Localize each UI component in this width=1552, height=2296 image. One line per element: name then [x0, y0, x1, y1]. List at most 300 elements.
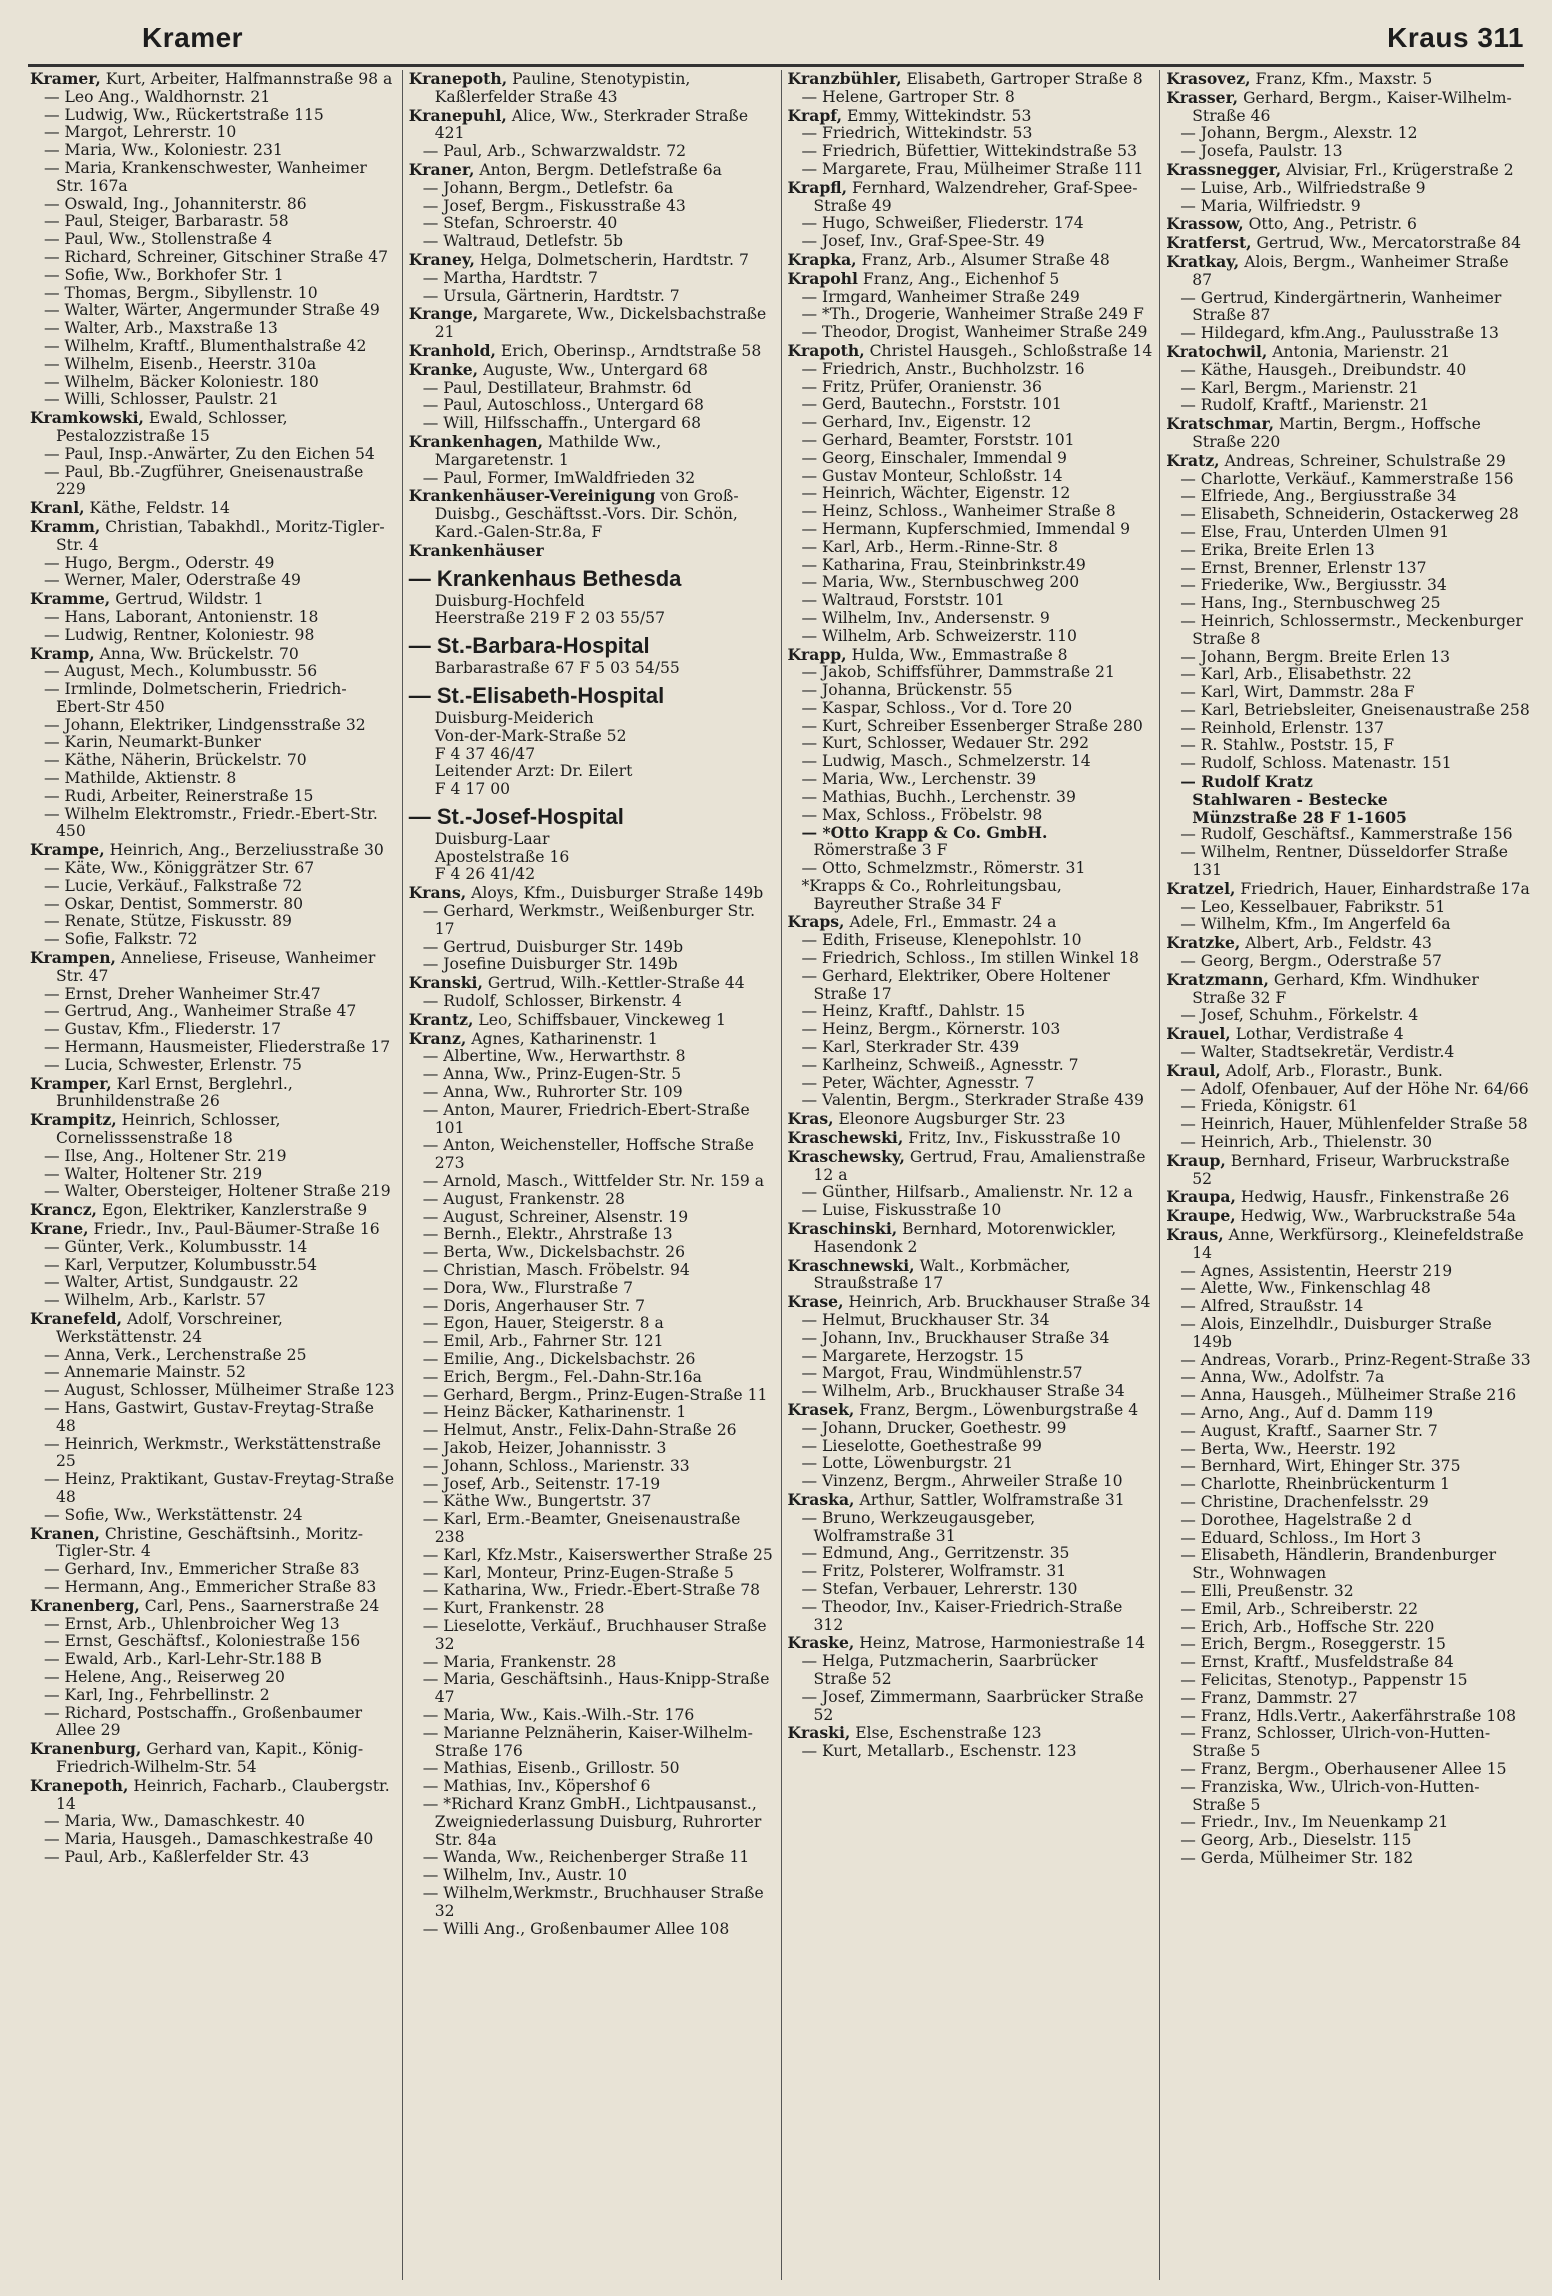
surname: Kraupa, [1166, 1187, 1236, 1207]
directory-sub-entry: — Josef, Schuhm., Förkelstr. 4 [1180, 1006, 1419, 1025]
entry-details: Gertrud, Wildstr. 1 [110, 590, 264, 609]
directory-sub-entry: — Emil, Arb., Schreiberstr. 22 [1180, 1599, 1418, 1618]
directory-sub-entry: — Kurt, Schlosser, Wedauer Str. 292 [801, 734, 1090, 753]
directory-sub-entry: — Hermann, Kupferschmied, Immendal 9 [801, 519, 1131, 538]
directory-sub-entry: — Bernh., Elektr., Ahrstraße 13 [422, 1225, 673, 1244]
directory-sub-entry: — Arno, Ang., Auf d. Damm 119 [1180, 1403, 1434, 1422]
directory-sub-entry: — Fritz, Polsterer, Wolframstr. 31 [801, 1562, 1067, 1581]
directory-sub-entry: — Maria, Ww., Damaschkestr. 40 [44, 1812, 305, 1831]
directory-sub-entry: — Vinzenz, Bergm., Ahrweiler Straße 10 [801, 1472, 1123, 1491]
directory-entry [788, 1110, 1154, 1129]
directory-sub-entry: — Franziska, Ww., Ulrich-von-Hutten-Straße 5 [1180, 1777, 1480, 1814]
directory-sub-entry: — Wilhelm, Rentner, Düsseldorfer Straße 131 [1180, 843, 1509, 880]
surname: Kranepoth, [30, 1775, 129, 1795]
surname: Kratkay, [1166, 251, 1240, 271]
directory-sub-entry: — Felicitas, Stenotyp., Pappenstr 15 [1180, 1670, 1468, 1689]
institution-heading: — St.-Josef-Hospital [408, 803, 624, 829]
institution-heading: — St.-Elisabeth-Hospital [408, 682, 665, 708]
entry-details: Anton, Bergm. Detlefstraße 6a [474, 160, 722, 179]
directory-entry [30, 1310, 396, 1347]
entry-details: Bernhard, Motorenwickler, Hasendonk 2 [813, 1220, 1117, 1256]
directory-sub-entry: — Karl, Bergm., Marienstr. 21 [1180, 378, 1419, 397]
directory-sub-entry: — August, Schlosser, Mülheimer Straße 123 [44, 1381, 395, 1400]
directory-sub-entry: — Käthe Ww., Bungertstr. 37 [422, 1492, 652, 1511]
directory-entry [1166, 452, 1532, 471]
directory-sub-entry: — Maria, Geschäftsinh., Haus-Knipp-Straße 47 [422, 1670, 770, 1707]
directory-sub-entry: — Friedrich, Büfettier, Wittekindstraße 53 [801, 142, 1137, 161]
directory-sub-entry: — Anton, Weichensteller, Hoffsche Straße 273 [422, 1136, 754, 1173]
surname: Kranenberg, [30, 1595, 140, 1615]
directory-entry [1166, 1226, 1532, 1263]
entry-details: Walt., Korbmächer, Straußstraße 17 [813, 1256, 1071, 1293]
directory-entry [1166, 234, 1532, 253]
entry-details: Bernhard, Friseur, Warbruckstraße 52 [1192, 1151, 1510, 1188]
surname: Kranepoth, [408, 70, 508, 88]
entry-details: Alois, Bergm., Wanheimer Straße 87 [1192, 252, 1509, 289]
directory-entry [1166, 1025, 1532, 1044]
entry-details: Christine, Geschäftsinh., Moritz-Tigler-Str. 4 [56, 1524, 364, 1561]
surname: Kranski, [408, 973, 483, 993]
directory-sub-entry: — Franz, Dammstr. 27 [1180, 1688, 1358, 1707]
directory-entry [1166, 253, 1532, 290]
entry-details: Mathilde Ww., Margaretenstr. 1 [434, 432, 662, 469]
directory-sub-entry: — Willi Ang., Großenbaumer Allee 108 [422, 1919, 730, 1938]
directory-sub-entry: — Hugo, Schweißer, Fliederstr. 174 [801, 214, 1084, 233]
directory-sub-entry: — Lucie, Verkäuf., Falkstraße 72 [44, 876, 303, 895]
directory-sub-entry: — Friedr., Inv., Im Neuenkamp 21 [1180, 1813, 1449, 1832]
directory-entry [30, 1525, 396, 1562]
directory-sub-entry: — Heinz Bäcker, Katharinenstr. 1 [422, 1403, 687, 1422]
entry-details: Franz, Bergm., Löwenburgstraße 4 [854, 1400, 1139, 1419]
entry-details: Ewald, Schlosser, Pestalozzistraße 15 [56, 409, 288, 445]
entry-details: Pauline, Stenotypistin, Kaßlerfelder Straße 43 [434, 70, 691, 106]
directory-entry [30, 590, 396, 609]
entry-continuation: Barbarastraße 67 F 5 03 54/55 [434, 659, 680, 678]
directory-sub-entry: — Helene, Gartroper Str. 8 [801, 87, 1015, 106]
directory-sub-entry: — Richard, Postschaffn., Großenbaumer Allee 29 [44, 1703, 363, 1740]
directory-sub-entry: — Walter, Arb., Maxstraße 13 [44, 319, 278, 338]
directory-entry [409, 542, 775, 561]
entry-details: Emmy, Wittekindstr. 53 [842, 106, 1032, 125]
entry-details: Christian, Tabakhdl., Moritz-Tigler-Str. 4 [56, 517, 385, 554]
surname: Krange, [408, 304, 479, 324]
directory-sub-entry: — August, Kraftf., Saarner Str. 7 [1180, 1421, 1438, 1440]
surname: Kramm, [30, 516, 101, 536]
directory-sub-entry: — Annemarie Mainstr. 52 [44, 1363, 246, 1382]
directory-sub-entry: — Hermann, Hausmeister, Fliederstraße 17 [44, 1038, 391, 1057]
entry-continuation: Duisburg-Laar [434, 829, 550, 848]
directory-entry [30, 1201, 396, 1220]
directory-entry [30, 949, 396, 986]
directory-entry [788, 70, 1154, 89]
directory-sub-entry: — Paul, Steiger, Barbarastr. 58 [44, 212, 289, 231]
entry-details: Adele, Frl., Emmastr. 24 a [844, 913, 1057, 932]
directory-sub-entry: — Marianne Pelznäherin, Kaiser-Wilhelm-Straße 176 [422, 1723, 753, 1760]
directory-sub-entry: — Maria, Krankenschwester, Wanheimer Str. 167a [44, 158, 367, 195]
directory-sub-entry: — Friedrich, Anstr., Buchholzstr. 16 [801, 359, 1085, 378]
directory-sub-entry: — *Otto Krapp & Co. GmbH. [801, 823, 1048, 843]
directory-sub-entry: — Johann, Bergm. Breite Erlen 13 [1180, 647, 1451, 666]
directory-sub-entry: — August, Schreiner, Alsenstr. 19 [422, 1207, 689, 1226]
directory-sub-entry: — Karl, Arb., Herm.-Rinne-Str. 8 [801, 537, 1059, 556]
directory-sub-entry: — Wilhelm,Werkmstr., Bruchhauser Straße 32 [422, 1883, 764, 1920]
directory-sub-entry: — Max, Schloss., Fröbelstr. 98 [801, 805, 1043, 824]
surname: Kranenburg, [30, 1739, 142, 1759]
surname: Kraner, [408, 159, 475, 179]
directory-sub-entry: — Gustav Monteur, Schloßstr. 14 [801, 466, 1063, 485]
directory-sub-entry: — Karin, Neumarkt-Bunker [44, 733, 262, 752]
entry-details: Friedrich, Hauer, Einhardstraße 17a [1235, 879, 1530, 898]
entry-details: Friedr., Inv., Paul-Bäumer-Straße 16 [88, 1220, 380, 1238]
surname: Krampen, [30, 948, 116, 968]
directory-entry [409, 107, 775, 144]
directory-sub-entry: — Wilhelm, Arb., Karlstr. 57 [44, 1291, 266, 1310]
directory-sub-entry: — Willi, Schlosser, Paulstr. 21 [44, 390, 279, 409]
surname: Kras, [787, 1109, 834, 1129]
entry-details: Heinrich, Facharb., Claubergstr. 14 [56, 1776, 390, 1813]
directory-sub-entry: — Rudolf, Kraftf., Marienstr. 21 [1180, 396, 1430, 415]
directory-sub-entry: — Emil, Arb., Fahrner Str. 121 [422, 1332, 664, 1351]
directory-sub-entry: — Andreas, Vorarb., Prinz-Regent-Straße 33 [1180, 1350, 1531, 1369]
directory-sub-entry: — Paul, Ww., Stollenstraße 4 [44, 230, 273, 249]
directory-sub-entry: — Wilhelm, Arb. Schweizerstr. 110 [801, 626, 1077, 645]
directory-entry [30, 1220, 396, 1239]
surname: Krampe, [30, 840, 105, 860]
directory-sub-entry: — Jakob, Schiffsführer, Dammstraße 21 [801, 663, 1115, 682]
entry-details: Eleonore Augsburger Str. 23 [833, 1110, 1066, 1129]
directory-entry [30, 70, 396, 89]
entry-details: Karl Ernst, Berglehrl., Brunhildenstraße 26 [56, 1074, 293, 1111]
directory-sub-entry: — Johann, Inv., Bruckhauser Straße 34 [801, 1328, 1110, 1347]
directory-sub-entry: — Thomas, Bergm., Sibyllenstr. 10 [44, 283, 318, 302]
directory-sub-entry: — Rudolf Kratz [1180, 772, 1313, 792]
directory-sub-entry: — R. Stahlw., Poststr. 15, F [1180, 736, 1395, 755]
entry-details: Kurt, Arbeiter, Halfmannstraße 98 a [100, 70, 393, 88]
directory-entry [1166, 70, 1532, 89]
entry-details: Alvisiar, Frl., Krügerstraße 2 [1281, 160, 1514, 179]
directory-sub-entry: — Irmgard, Wanheimer Straße 249 [801, 287, 1080, 306]
surname: Kraus, [1166, 1225, 1224, 1244]
directory-sub-entry: — Mathias, Eisenb., Grillostr. 50 [422, 1759, 680, 1778]
directory-sub-entry: — Luise, Arb., Wilfriedstraße 9 [1180, 178, 1426, 197]
directory-entry [788, 342, 1154, 361]
surname: Kraup, [1166, 1150, 1226, 1170]
directory-sub-entry: — Wilhelm, Bäcker Koloniestr. 180 [44, 372, 319, 391]
directory-sub-entry: — Karl, Sterkrader Str. 439 [801, 1038, 1020, 1057]
entry-details: Elisabeth, Gartroper Straße 8 [901, 70, 1143, 88]
column-4 [1160, 70, 1538, 2280]
directory-sub-entry: — Maria, Ww., Lerchenstr. 39 [801, 770, 1037, 789]
entry-details: Egon, Elektriker, Kanzlerstraße 9 [97, 1201, 368, 1220]
institution-heading: — St.-Barbara-Hospital [408, 633, 650, 659]
entry-details: Fernhard, Walzendreher, Graf-Spee-Straße 49 [813, 178, 1138, 215]
directory-sub-entry: — Leo, Kesselbauer, Fabrikstr. 51 [1180, 897, 1446, 916]
directory-sub-entry: — Ilse, Ang., Holtener Str. 219 [44, 1146, 287, 1165]
directory-sub-entry: — Helmut, Bruckhauser Str. 34 [801, 1310, 1050, 1329]
directory-sub-entry: — Walter, Wärter, Angermunder Straße 49 [44, 301, 380, 320]
directory-entry [1166, 971, 1532, 1008]
directory-sub-entry: — Rudi, Arbeiter, Reinerstraße 15 [44, 786, 314, 805]
directory-sub-entry: — Wilhelm Elektromstr., Friedr.-Ebert-Str. 450 [44, 804, 378, 841]
directory-sub-entry: — Gertrud, Kindergärtnerin, Wanheimer Straße 87 [1180, 288, 1502, 325]
surname: Krasser, [1166, 87, 1239, 107]
entry-details: Hulda, Ww., Emmastraße 8 [846, 645, 1068, 664]
directory-sub-entry: — Alois, Einzelhdlr., Duisburger Straße 149b [1180, 1314, 1492, 1351]
directory-sub-entry: — Georg, Arb., Dieselstr. 115 [1180, 1831, 1412, 1850]
directory-sub-entry: — Karl, Wirt, Dammstr. 28a F [1180, 683, 1415, 702]
directory-sub-entry: — Else, Frau, Unterden Ulmen 91 [1180, 522, 1450, 541]
entry-details: Hedwig, Hausfr., Finkenstraße 26 [1235, 1188, 1510, 1207]
directory-sub-entry: — Ernst, Arb., Uhlenbroicher Weg 13 [44, 1614, 340, 1633]
directory-sub-entry: — Karl, Arb., Elisabethstr. 22 [1180, 665, 1412, 684]
surname: Krapoth, [787, 340, 865, 360]
entry-details: Heinrich, Ang., Berzeliusstraße 30 [104, 841, 384, 860]
directory-sub-entry: — Erich, Bergm., Roseggerstr. 15 [1180, 1635, 1446, 1654]
entry-details: Franz, Arb., Alsumer Straße 48 [856, 250, 1110, 269]
directory-entry [788, 913, 1154, 932]
directory-sub-entry: — *Richard Kranz GmbH., Lichtpausanst., Zweigniederlassung Duisburg, Ruhrorter Str. 84a [422, 1794, 762, 1849]
entry-continuation: F 4 37 46/47 [434, 744, 536, 763]
directory-sub-entry: — Kurt, Frankenstr. 28 [422, 1599, 605, 1618]
surname: Krankenhäuser [408, 540, 544, 560]
entry-details: Anne, Werkfürsorg., Kleinefeldstraße 14 [1192, 1226, 1524, 1262]
surname: Kraney, [408, 249, 475, 269]
directory-sub-entry: — Wilhelm, Inv., Austr. 10 [422, 1866, 628, 1885]
directory-sub-entry: — Wanda, Ww., Reichenberger Straße 11 [422, 1848, 750, 1867]
surname: Kranhold, [408, 340, 496, 360]
column-1 [24, 70, 403, 2280]
surname: Kramkowski, [30, 408, 144, 428]
directory-sub-entry: — Alette, Ww., Finkenschlag 48 [1180, 1279, 1431, 1298]
directory-sub-entry: — Margot, Lehrerstr. 10 [44, 123, 237, 142]
directory-sub-entry: — Johann, Elektriker, Lindgensstraße 32 [44, 715, 366, 734]
surname: Kraul, [1166, 1060, 1221, 1080]
directory-entry [409, 70, 775, 107]
directory-entry [1166, 1188, 1532, 1207]
entry-continuation: Duisburg-Meiderich [434, 708, 594, 727]
directory-sub-entry: — Franz, Hdls.Vertr., Aakerfährstraße 108 [1180, 1706, 1517, 1725]
entry-details: Arthur, Sattler, Wolframstraße 31 [854, 1490, 1125, 1509]
entry-details: Franz, Ang., Eichenhof 5 [857, 269, 1060, 288]
directory-sub-entry: — Agnes, Assistentin, Heerstr 219 [1180, 1261, 1453, 1280]
directory-sub-entry: — Anna, Hausgeh., Mülheimer Straße 216 [1180, 1386, 1517, 1405]
directory-sub-entry: — Berta, Ww., Heerstr. 192 [1180, 1439, 1397, 1458]
directory-entry [1166, 1152, 1532, 1189]
entry-details: Gerhard, Kfm. Windhuker Straße 32 F [1192, 970, 1479, 1007]
entry-details: Gertrud, Wilh.-Kettler-Straße 44 [482, 974, 745, 993]
entry-details: Martin, Bergm., Hoffsche Straße 220 [1192, 415, 1481, 451]
directory-sub-entry: — *Th., Drogerie, Wanheimer Straße 249 F [801, 305, 1144, 324]
surname: Kraski, [787, 1723, 851, 1743]
directory-sub-entry: — Maria, Hausgeh., Damaschkestraße 40 [44, 1830, 374, 1849]
directory-sub-entry: — Gerhard, Inv., Emmericher Straße 83 [44, 1560, 360, 1579]
directory-sub-entry: — Hildegard, kfm.Ang., Paulusstraße 13 [1180, 324, 1499, 343]
directory-sub-entry: — Oswald, Ing., Johanniterstr. 86 [44, 194, 307, 213]
directory-sub-entry: — Christian, Masch. Fröbelstr. 94 [422, 1261, 690, 1280]
directory-entry [30, 1111, 396, 1148]
directory-sub-entry: — Peter, Wächter, Agnesstr. 7 [801, 1073, 1035, 1092]
directory-sub-entry: — Heinz, Bergm., Körnerstr. 103 [801, 1020, 1061, 1039]
directory-sub-entry: — Erich, Bergm., Fel.-Dahn-Str.16a [422, 1367, 702, 1386]
directory-entry [409, 342, 775, 361]
directory-entry [788, 270, 1154, 289]
directory-sub-entry: — Ludwig, Ww., Rückertstraße 115 [44, 105, 324, 124]
directory-entry [409, 305, 775, 342]
directory-sub-entry: — Maria, Ww., Koloniestr. 231 [44, 141, 283, 160]
surname: Kratz, [1166, 450, 1220, 470]
directory-entry [30, 645, 396, 664]
directory-sub-entry: — Gerda, Mülheimer Str. 182 [1180, 1848, 1414, 1867]
surname: Krankenhäuser-Vereinigung [408, 486, 656, 506]
directory-sub-entry: — Lotte, Löwenburgstr. 21 [801, 1454, 1014, 1473]
surname: Krauel, [1166, 1024, 1231, 1044]
directory-sub-entry: — Heinrich, Wächter, Eigenstr. 12 [801, 484, 1071, 503]
directory-sub-entry: — Heinz, Praktikant, Gustav-Freytag-Straße 48 [44, 1470, 395, 1506]
directory-entry [409, 433, 775, 470]
surname: Kraps, [787, 912, 845, 932]
directory-entry [788, 107, 1154, 126]
surname: Krasovez, [1166, 70, 1251, 88]
directory-sub-entry: — Lucia, Schwester, Erlenstr. 75 [44, 1055, 302, 1074]
directory-sub-entry: — Anton, Maurer, Friedrich-Ebert-Straße 101 [422, 1100, 750, 1137]
directory-sub-entry: — Jakob, Heizer, Johannisstr. 3 [422, 1438, 667, 1457]
directory-sub-entry: — Paul, Former, ImWaldfrieden 32 [422, 468, 696, 487]
directory-sub-entry: — Käthe, Hausgeh., Dreibundstr. 40 [1180, 360, 1467, 379]
directory-sub-entry: — Günter, Verk., Kolumbusstr. 14 [44, 1237, 308, 1256]
directory-sub-entry: — Karl, Monteur, Prinz-Eugen-Straße 5 [422, 1563, 734, 1582]
directory-sub-entry: — Ernst, Geschäftsf., Koloniestraße 156 [44, 1632, 361, 1651]
entry-details: Aloys, Kfm., Duisburger Straße 149b [466, 884, 764, 903]
directory-sub-entry: — Valentin, Bergm., Sterkrader Straße 439 [801, 1091, 1144, 1110]
directory-sub-entry: — Heinrich, Schlossermstr., Meckenburger Straße 8 [1180, 611, 1523, 648]
surname: Kraska, [787, 1489, 855, 1509]
surname: Kraupe, [1166, 1206, 1236, 1226]
surname: Krasek, [787, 1399, 855, 1419]
directory-sub-entry: — Heinz, Schloss., Wanheimer Straße 8 [801, 502, 1116, 521]
entry-details: Margarete, Ww., Dickelsbachstraße 21 [434, 305, 767, 342]
directory-sub-entry: — Ernst, Brenner, Erlenstr 137 [1180, 558, 1427, 577]
directory-sub-entry: — Gertrud, Ang., Wanheimer Straße 47 [44, 1002, 357, 1021]
directory-sub-entry: — Hans, Gastwirt, Gustav-Freytag-Straße 48 [44, 1398, 375, 1435]
directory-sub-entry: — Adolf, Ofenbauer, Auf der Höhe Nr. 64/66 [1180, 1079, 1529, 1098]
entry-details: Gertrud, Frau, Amalienstraße 12 a [813, 1147, 1146, 1184]
directory-sub-entry: — Dora, Ww., Flurstraße 7 [422, 1278, 634, 1297]
entry-details: Fritz, Inv., Fiskusstraße 10 [903, 1129, 1121, 1148]
directory-sub-entry: — Mathias, Inv., Köpershof 6 [422, 1777, 651, 1796]
surname: Krapp, [787, 644, 847, 664]
surname: Kramp, [30, 643, 95, 663]
directory-sub-entry: — Wilhelm, Kraftf., Blumenthalstraße 42 [44, 336, 367, 355]
directory-sub-entry: — Rudolf, Schlosser, Birkenstr. 4 [422, 992, 682, 1011]
directory-sub-entry: — Theodor, Inv., Kaiser-Friedrich-Straße 312 [801, 1597, 1123, 1634]
directory-sub-entry: — Christine, Drachenfelsstr. 29 [1180, 1492, 1429, 1511]
directory-sub-entry: — Josefa, Paulstr. 13 [1180, 142, 1343, 161]
surname: Krassow, [1166, 214, 1244, 234]
directory-sub-entry: — Bruno, Werkzeugausgeber, Wolframstraße 31 [801, 1508, 1036, 1545]
directory-sub-entry: — Walter, Artist, Sundgaustr. 22 [44, 1273, 299, 1292]
entry-details: Otto, Ang., Petristr. 6 [1243, 215, 1417, 234]
directory-sub-entry: — Otto, Schmelzmstr., Römerstr. 31 [801, 859, 1086, 878]
entry-details: Franz, Kfm., Maxstr. 5 [1250, 70, 1433, 88]
directory-sub-entry: — Walter, Holtener Str. 219 [44, 1164, 263, 1183]
directory-sub-entry: — Wilhelm, Kfm., Im Angerfeld 6a [1180, 915, 1451, 934]
directory-sub-entry: — Friedrich, Schloss., Im stillen Winkel 18 [801, 949, 1139, 968]
directory-sub-entry: — Anna, Ww., Adolfstr. 7a [1180, 1368, 1385, 1387]
directory-sub-entry: — Käthe, Näherin, Brückelstr. 70 [44, 751, 307, 770]
surname: Kraschewski, [787, 1128, 904, 1148]
entry-details: Gertrud, Ww., Mercatorstraße 84 [1251, 234, 1521, 253]
directory-sub-entry: — Franz, Bergm., Oberhausener Allee 15 [1180, 1759, 1507, 1778]
directory-sub-entry: — Johann, Bergm., Detlefstr. 6a [422, 178, 674, 197]
surname: Kraske, [787, 1633, 855, 1653]
directory-sub-entry: — Georg, Bergm., Oderstraße 57 [1180, 952, 1442, 971]
directory-sub-entry: — Helga, Putzmacherin, Saarbrücker Straße 52 [801, 1652, 1098, 1688]
directory-sub-entry: — Walter, Obersteiger, Holtener Straße 219 [44, 1182, 391, 1201]
page-header [28, 14, 1524, 67]
directory-sub-entry: — Egon, Hauer, Steigerstr. 8 a [422, 1314, 664, 1333]
directory-sub-entry: — August, Frankenstr. 28 [422, 1189, 625, 1208]
surname: Krankenhagen, [408, 431, 544, 451]
surname: Kranl, [30, 498, 85, 518]
directory-sub-entry: — Walter, Stadtsekretär, Verdistr.4 [1180, 1043, 1455, 1062]
surname: Kratochwil, [1166, 341, 1268, 361]
directory-sub-entry: — Gerd, Bautechn., Forststr. 101 [801, 395, 1062, 414]
directory-sub-entry: — Gerhard, Inv., Eigenstr. 12 [801, 413, 1032, 432]
directory-sub-entry: — Karl, Betriebsleiter, Gneisenaustraße 258 [1180, 700, 1530, 719]
directory-sub-entry: — Gerhard, Elektriker, Obere Holtener Straße 17 [801, 966, 1110, 1003]
directory-entry [409, 1030, 775, 1049]
entry-details: Carl, Pens., Saarnerstraße 24 [139, 1596, 380, 1615]
header-left-keyword: Kramer [142, 22, 244, 53]
directory-sub-entry: — Heinrich, Werkmstr., Werkstättenstraße 25 [44, 1434, 382, 1471]
directory-sub-entry: — Käte, Ww., Königgrätzer Str. 67 [44, 859, 315, 878]
directory-sub-entry: — Ludwig, Masch., Schmelzerstr. 14 [801, 752, 1091, 771]
directory-sub-entry: — Leo Ang., Waldhornstr. 21 [44, 87, 271, 106]
directory-sub-entry: — Charlotte, Verkäuf., Kammerstraße 156 [1180, 469, 1514, 488]
directory-entry [30, 1740, 396, 1777]
directory-sub-entry: — Johanna, Brückenstr. 55 [801, 681, 1013, 700]
directory-entry [1166, 880, 1532, 899]
directory-sub-entry: — Margarete, Herzogstr. 15 [801, 1346, 1024, 1365]
entry-details: Alice, Ww., Sterkrader Straße 421 [434, 106, 749, 143]
surname: Krancz, [30, 1200, 97, 1220]
surname: Krane, [30, 1219, 89, 1238]
directory-sub-entry: — Hugo, Bergm., Oderstr. 49 [44, 553, 275, 572]
directory-entry [788, 1724, 1154, 1743]
directory-entry [788, 646, 1154, 665]
directory-sub-entry: — Paul, Destillateur, Brahmstr. 6d [422, 378, 692, 397]
directory-sub-entry: — Renate, Stütze, Fiskusstr. 89 [44, 912, 292, 931]
directory-entry [1166, 215, 1532, 234]
directory-sub-entry: — Hans, Ing., Sternbuschweg 25 [1180, 594, 1441, 613]
entry-details: Heinz, Matrose, Harmoniestraße 14 [854, 1634, 1146, 1653]
directory-sub-entry: — Karl, Verputzer, Kolumbusstr.54 [44, 1255, 318, 1274]
directory-sub-entry: — Elfriede, Ang., Bergiusstraße 34 [1180, 487, 1457, 506]
directory-sub-entry: — Katharina, Frau, Steinbrinkstr.49 [801, 555, 1086, 574]
directory-sub-entry: — Paul, Insp.-Anwärter, Zu den Eichen 54 [44, 444, 375, 463]
directory-sub-entry: — Paul, Bb.-Zugführer, Gneisenaustraße 229 [44, 462, 364, 499]
directory-sub-entry: — Franz, Schlosser, Ulrich-von-Hutten-Straße 5 [1180, 1724, 1491, 1761]
directory-sub-entry: — Doris, Angerhauser Str. 7 [422, 1296, 646, 1315]
surname: Kramme, [30, 589, 111, 609]
directory-sub-entry: — Josef, Inv., Graf-Spee-Str. 49 [801, 232, 1045, 251]
directory-entry [30, 1777, 396, 1814]
directory-sub-entry: — Josefine Duisburger Str. 149b [422, 955, 678, 974]
entry-continuation: Münzstraße 28 F 1-1605 [1192, 807, 1407, 827]
directory-sub-entry: — Erika, Breite Erlen 13 [1180, 540, 1375, 559]
directory-sub-entry: — Hans, Laborant, Antonienstr. 18 [44, 607, 319, 626]
directory-entry [788, 1293, 1154, 1312]
